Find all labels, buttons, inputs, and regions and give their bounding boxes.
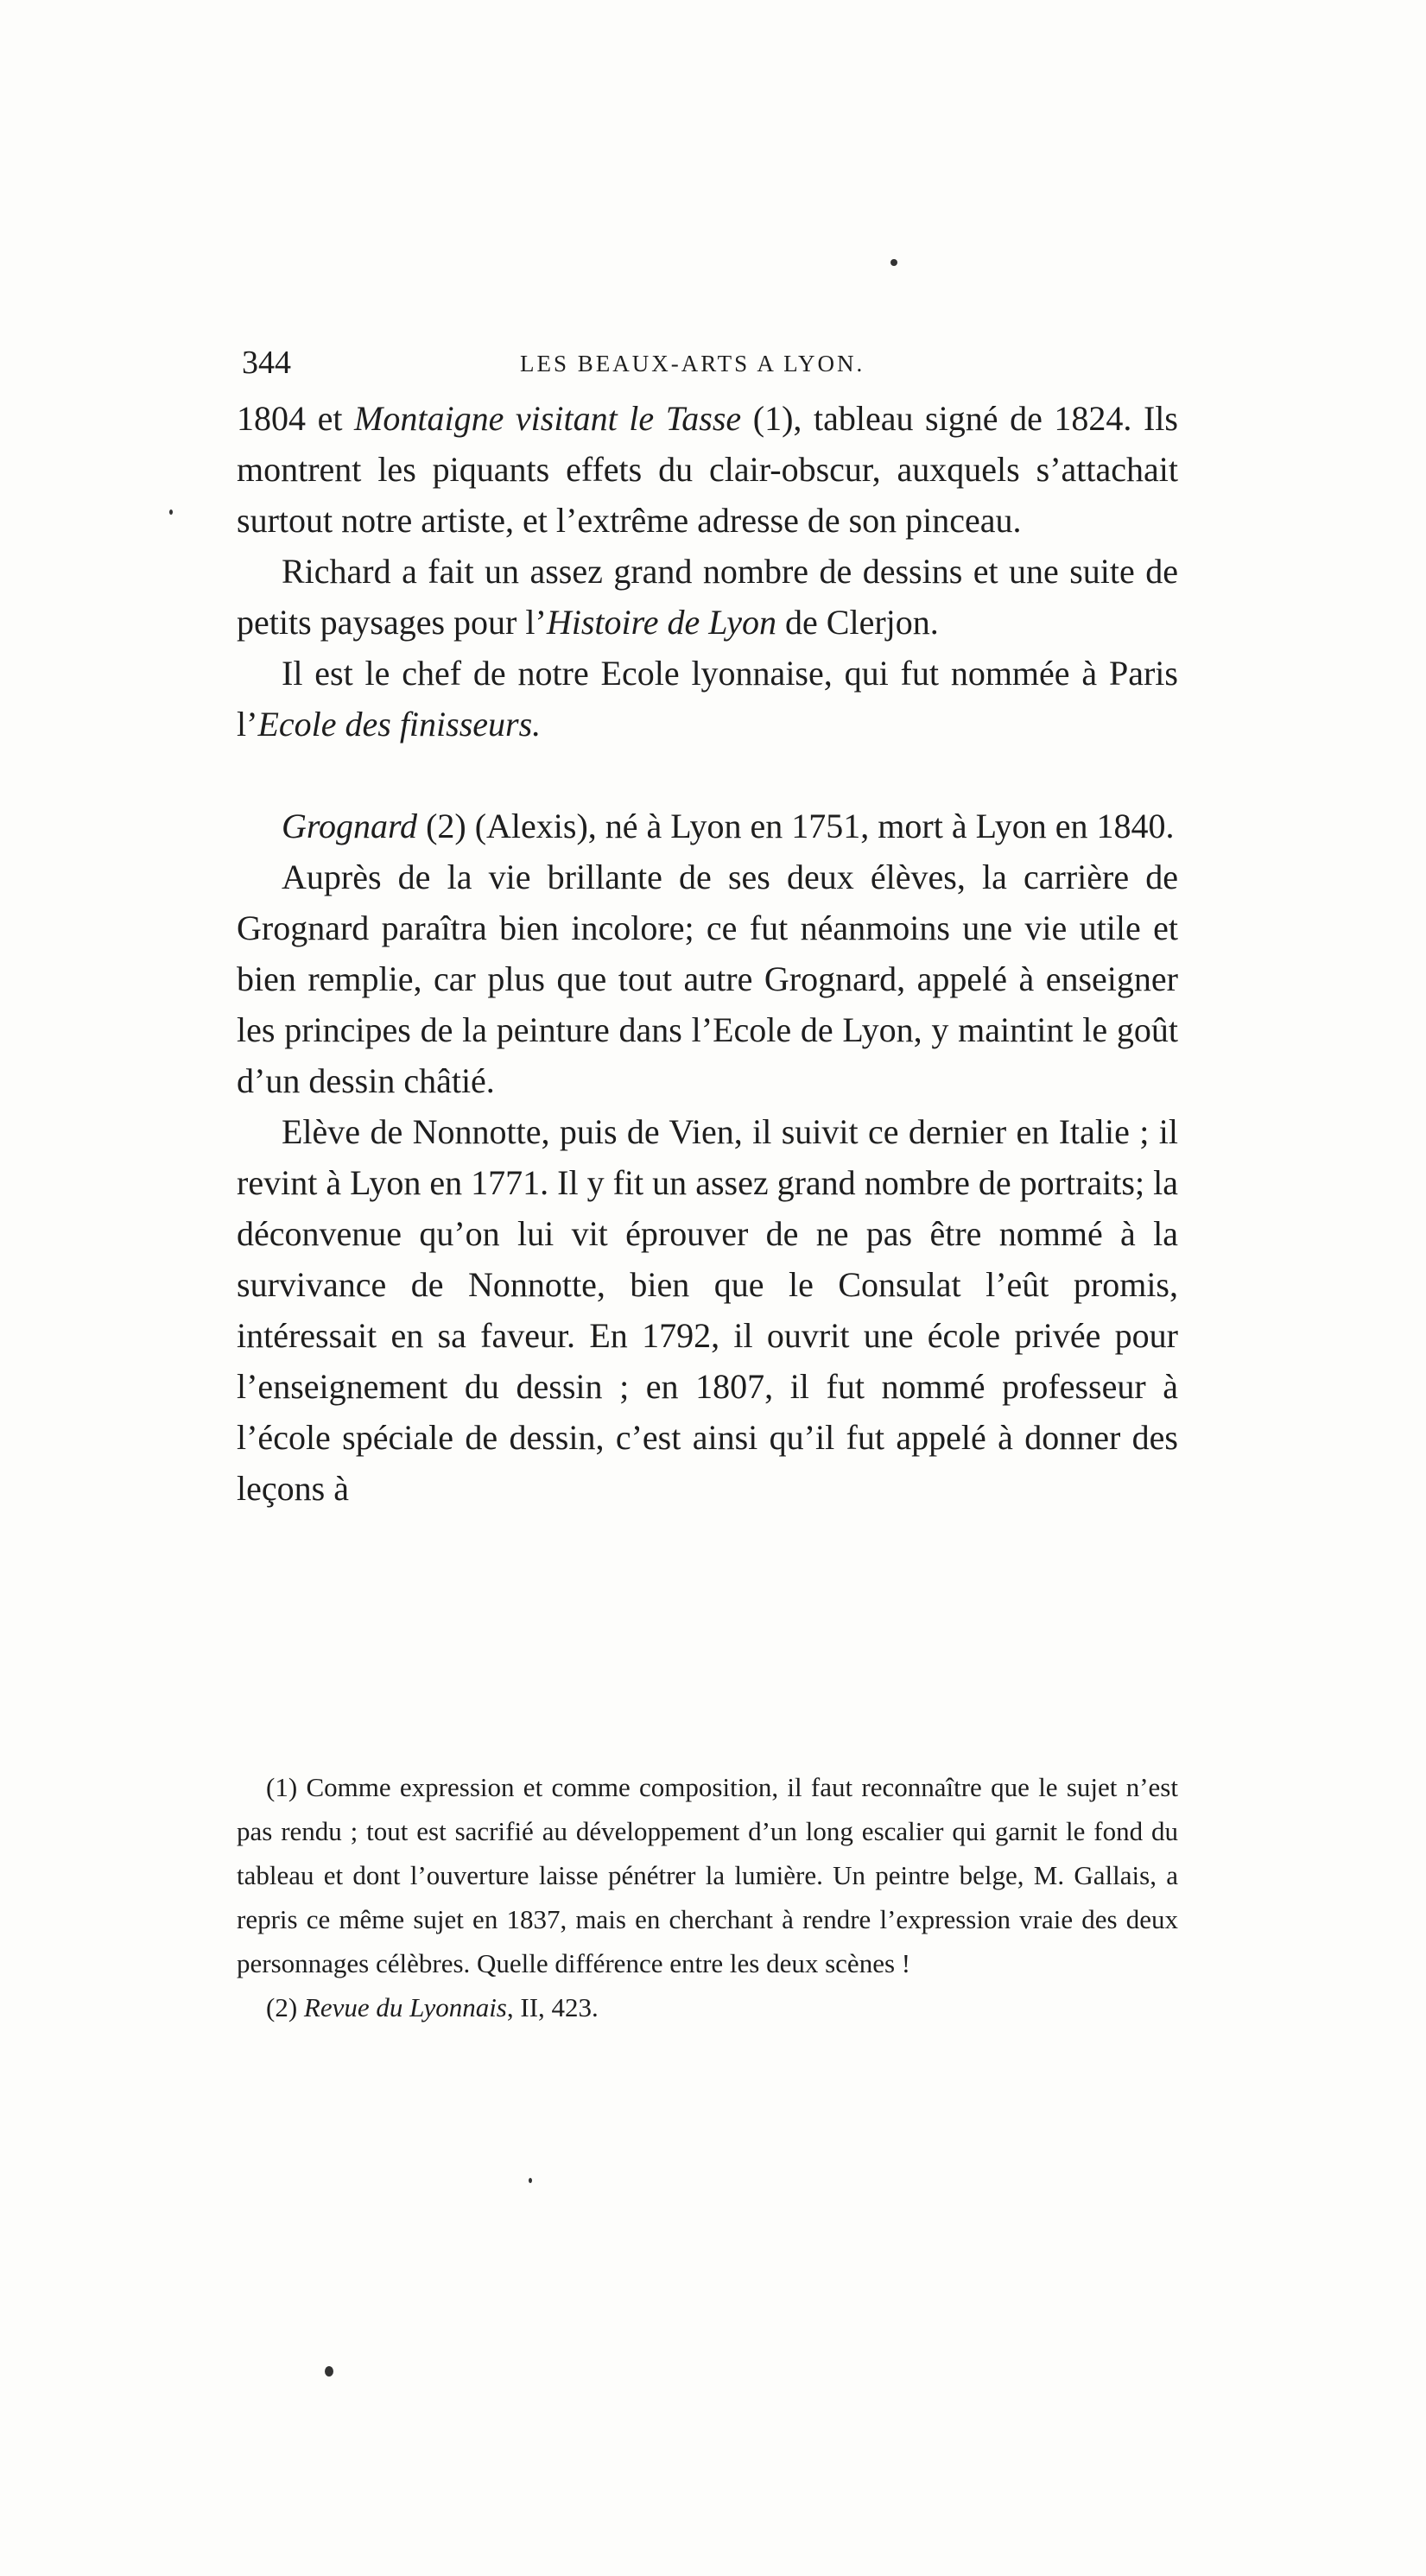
- footnote-1: (1) Comme expression et comme composition, il faut reconnaître que le sujet n’est pas rendu ; tout est sacrifié au développement d’un long escalier qui garnit le fond du tableau et dont l’ouverture laisse pénétrer la lumière. Un peintre belge, M. Gallais, a repris ce même sujet en 1837, mais en cherchant à rendre l’expression vraie des deux personnages célèbres. Quelle différence entre les deux scènes !: [237, 1772, 1178, 1978]
- running-title: LES BEAUX-ARTS A LYON.: [520, 351, 865, 377]
- text-run: de Clerjon.: [776, 603, 939, 642]
- main-text: [237, 393, 1178, 1514]
- text-run: (1), tableau signé de 1824. Ils montrent les piquants effets du clair-obscur, auxquels s’attachait surtout notre artiste, et l’extrême adresse de son pinceau.: [237, 399, 1178, 540]
- paper-speck: [169, 510, 173, 515]
- footnote-2: [237, 1985, 1178, 2029]
- journal-title: Revue du Lyonnais: [303, 1992, 507, 2022]
- paragraph: [237, 648, 1178, 750]
- text-run: 1804 et: [237, 399, 355, 438]
- paper-speck: [325, 2366, 333, 2377]
- text-run: (2) (Alexis), né à Lyon en 1751, mort à Lyon en 1840.: [417, 807, 1175, 845]
- paragraph: [237, 546, 1178, 648]
- artist-name: Grognard: [282, 807, 418, 845]
- paper-speck: [529, 2178, 532, 2183]
- paragraph-continuation: [237, 393, 1178, 546]
- school-name: Ecole des finisseurs.: [257, 705, 542, 744]
- text-run: Il est le chef de notre Ecole lyonnaise, qui fut nommée à Paris l’: [237, 654, 1178, 744]
- page-number: 344: [242, 345, 291, 381]
- artist-entry-heading: [237, 801, 1178, 851]
- artwork-title: Montaigne visitant le Tasse: [354, 399, 742, 438]
- text-run: , II, 423.: [506, 1992, 599, 2022]
- footnotes: [237, 1765, 1178, 2029]
- book-title: Histoire de Lyon: [546, 603, 777, 642]
- footnote-marker: (2): [266, 1992, 304, 2022]
- paragraph: Elève de Nonnotte, puis de Vien, il suivit ce dernier en Italie ; il revint à Lyon en 1771. Il y fit un assez grand nombre de portraits; la déconvenue qu’on lui vit éprouver de ne pas être nommé à la survivance de Nonnotte, bien que le Consulat l’eût promis, intéressait en sa faveur. En 1792, il ouvrit une école privée pour l’enseignement du dessin ; en 1807, il fut nommé professeur à l’école spéciale de dessin, c’est ainsi qu’il fut appelé à donner des leçons à: [237, 1112, 1178, 1508]
- paragraph: Auprès de la vie brillante de ses deux élèves, la carrière de Grognard paraîtra bien incolore; ce fut néanmoins une vie utile et bien remplie, car plus que tout autre Grognard, appelé à enseigner les principes de la peinture dans l’Ecole de Lyon, y maintint le goût d’un dessin châtié.: [237, 858, 1178, 1100]
- page-header: [242, 344, 1175, 387]
- paper-speck: [890, 259, 897, 266]
- text-run: Richard a fait un assez grand nombre de dessins et une suite de petits paysages pour l’: [237, 552, 1178, 642]
